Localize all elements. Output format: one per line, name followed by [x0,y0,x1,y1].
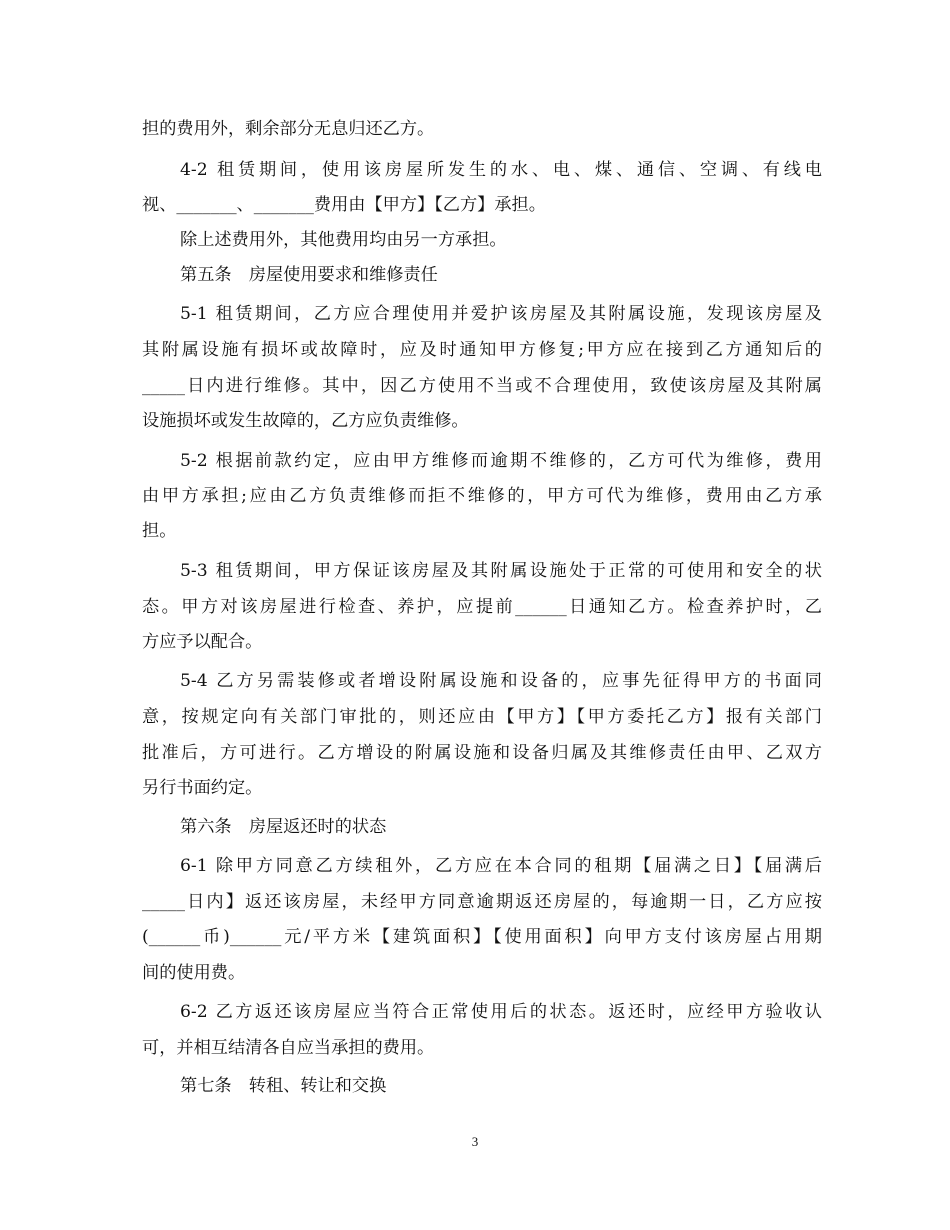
text-line: 意，按规定向有关部门审批的，则还应由【甲方】【甲方委托乙方】报有关部门 [142,707,822,727]
text-line: _____日内进行维修。其中，因乙方使用不当或不合理使用，致使该房屋及其附属 [142,376,822,396]
text-line: 5-2 根据前款约定，应由甲方维修而逾期不维修的，乙方可代为维修，费用 [180,451,822,471]
text-line: 方应予以配合。 [142,632,263,652]
text-line: 5-1 租赁期间，乙方应合理使用并爱护该房屋及其附属设施，发现该房屋及 [180,304,822,324]
text-line: 间的使用费。 [142,963,246,983]
text-line: 设施损坏或发生故障的，乙方应负责维修。 [142,411,469,431]
section-heading: 第六条 房屋返还时的状态 [180,817,387,837]
text-line: 态。甲方对该房屋进行检查、养护，应提前______日通知乙方。检查养护时，乙 [142,597,822,617]
section-heading: 第七条 转租、转让和交换 [180,1076,387,1096]
text-line: 其附属设施有损坏或故障时，应及时通知甲方修复;甲方应在接到乙方通知后的 [142,340,822,360]
text-line: 担的费用外，剩余部分无息归还乙方。 [142,119,435,139]
text-line: 5-4 乙方另需装修或者增设附属设施和设备的，应事先征得甲方的书面同 [180,671,822,691]
text-line: 批准后，方可进行。乙方增设的附属设施和设备归属及其维修责任由甲、乙双方 [142,743,822,763]
text-line: 5-3 租赁期间，甲方保证该房屋及其附属设施处于正常的可使用和安全的状 [180,561,822,581]
text-line: 可，并相互结清各自应当承担的费用。 [142,1038,435,1058]
text-line: 6-1 除甲方同意乙方续租外，乙方应在本合同的租期【届满之日】【届满后 [180,856,822,876]
section-heading: 第五条 房屋使用要求和维修责任 [180,265,438,285]
text-line: (______币)______元/平方米【建筑面积】【使用面积】向甲方支付该房屋占用期 [142,927,822,947]
text-line: 另行书面约定。 [142,778,263,798]
text-line: 除上述费用外，其他费用均由另一方承担。 [180,230,507,250]
text-line: 6-2 乙方返还该房屋应当符合正常使用后的状态。返还时，应经甲方验收认 [180,1002,822,1022]
text-line: 担。 [142,521,177,541]
page-number: 3 [471,1134,479,1149]
text-line: 4-2 租赁期间，使用该房屋所发生的水、电、煤、通信、空调、有线电 [180,160,822,180]
text-line: 视、_______、_______费用由【甲方】【乙方】承担。 [142,195,546,215]
text-line: _____日内】返还该房屋，未经甲方同意逾期返还房屋的，每逾期一日，乙方应按 [142,892,822,912]
text-line: 由甲方承担;应由乙方负责维修而拒不维修的，甲方可代为维修，费用由乙方承 [142,486,822,506]
